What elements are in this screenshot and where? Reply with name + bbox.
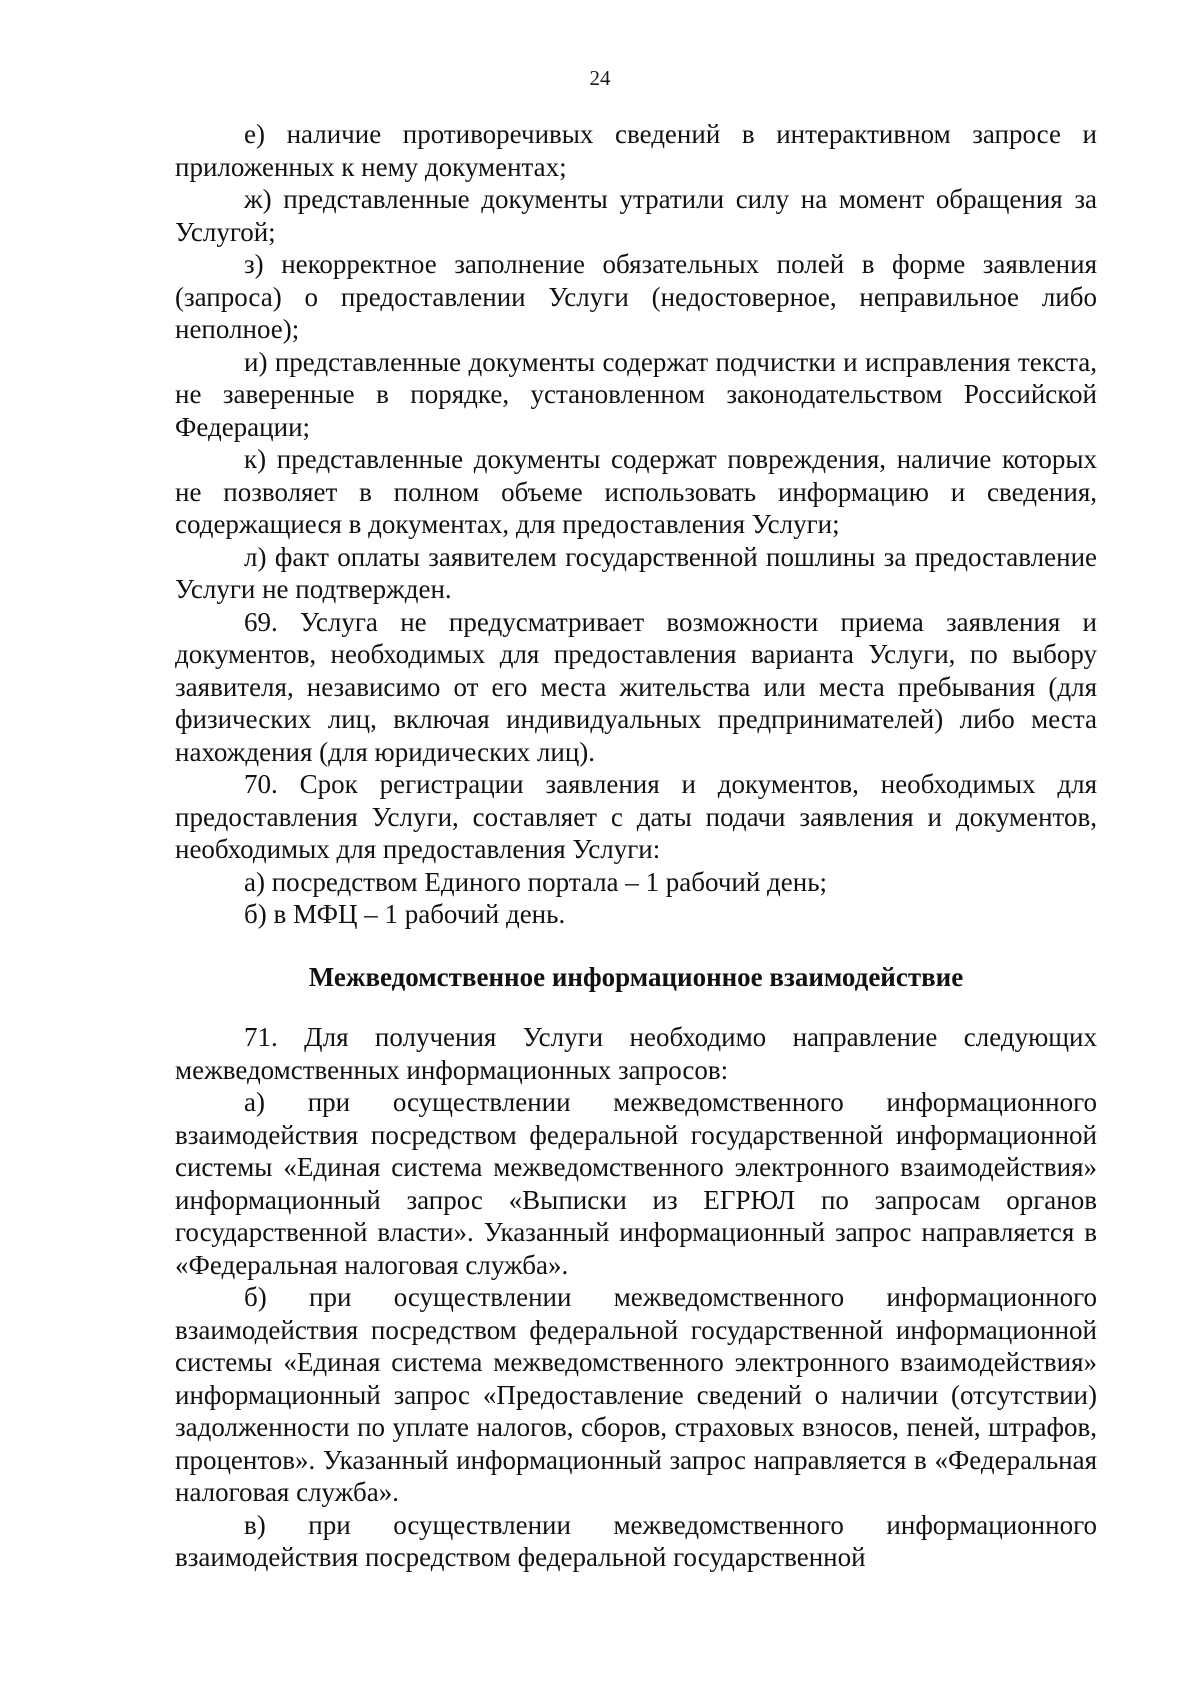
paragraph-71: 71. Для получения Услуги необходимо направление следующих межведомственных информационных запросов: (175, 1022, 1097, 1085)
paragraph-71-b: б) при осуществлении межведомственного информационного взаимодействия посредством федеральной государственной информационной системы «Единая система межведомственного электронного взаимодействия» информационный запрос «Предоставление сведений о наличии (отсутствии) задолженности по уплате налогов, сборов, страховых взносов, пеней, штрафов, процентов». Указанный информационный запрос направляется в «Федеральная налоговая служба». (175, 1282, 1097, 1507)
paragraph-70-a: а) посредством Единого портала – 1 рабочий день; (244, 866, 828, 897)
paragraph-70-b: б) в МФЦ – 1 рабочий день. (244, 899, 566, 929)
section-heading: Межведомственное информационное взаимодействие (308, 961, 964, 992)
paragraph-item-e: е) наличие противоречивых сведений в интерактивном запросе и приложенных к нему документах; (175, 119, 1097, 182)
page-number: 24 (589, 66, 611, 90)
paragraph-71-v: в) при осуществлении межведомственного информационного взаимодействия посредством федеральной государственной (175, 1509, 1097, 1572)
paragraph-71-a: а) при осуществлении межведомственного информационного взаимодействия посредством федеральной государственной информационной системы «Единая система межведомственного электронного взаимодействия» информационный запрос «Выписки из ЕГРЮЛ по запросам органов государственной власти». Указанный информационный запрос направляется в «Федеральная налоговая служба». (175, 1087, 1097, 1280)
paragraph-item-k: к) представленные документы содержат повреждения, наличие которых не позволяет в полном объеме использовать информацию и сведения, содержащиеся в документах, для предоставления Услуги; (175, 444, 1097, 539)
paragraph-item-l: л) факт оплаты заявителем государственной пошлины за предоставление Услуги не подтвержден. (175, 541, 1097, 604)
paragraph-item-z: з) некорректное заполнение обязательных полей в форме заявления (запроса) о предоставлении Услуги (недостоверное, неправильное либо неполное); (175, 249, 1097, 344)
paragraph-69: 69. Услуга не предусматривает возможности приема заявления и документов, необходимых для предоставления варианта Услуги, по выбору заявителя, независимо от его места жительства или места пребывания (для физических лиц, включая индивидуальных предпринимателей) либо места нахождения (для юридических лиц). (175, 606, 1097, 767)
document-body (175, 118, 1097, 1574)
paragraph-item-i: и) представленные документы содержат подчистки и исправления текста, не заверенные в порядке, установленном законодательством Российской Федерации; (175, 346, 1097, 442)
paragraph-item-zh: ж) представленные документы утратили силу на момент обращения за Услугой; (175, 184, 1097, 247)
paragraph-70: 70. Срок регистрации заявления и документов, необходимых для предоставления Услуги, составляет с даты подачи заявления и документов, необходимых для предоставления Услуги: (175, 769, 1097, 864)
